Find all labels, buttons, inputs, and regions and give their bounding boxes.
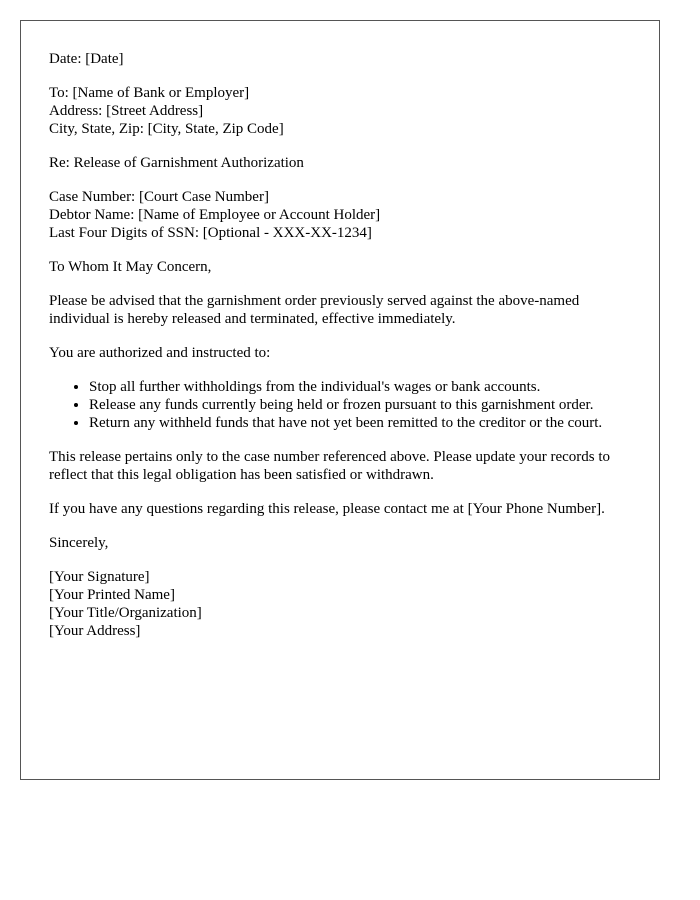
body-paragraph-release: Please be advised that the garnishment order previously served against the above-named individual is hereby released and terminated, effective immediately. xyxy=(49,293,580,327)
sender-address: [Your Address] xyxy=(49,623,141,639)
instruction-item: • Stop all further withholdings from the individual's wages or bank accounts. xyxy=(89,378,631,396)
instruction-item: • Release any funds currently being held or frozen pursuant to this garnishment order. xyxy=(89,396,631,414)
subject-line: Re: Release of Garnishment Authorization xyxy=(49,155,304,171)
instructions-list xyxy=(49,378,631,432)
signature-placeholder: [Your Signature] xyxy=(49,569,150,585)
sender-title: [Your Title/Organization] xyxy=(49,605,202,621)
closing: Sincerely, xyxy=(49,535,109,551)
letter-date: Date: [Date] xyxy=(49,51,124,67)
case-number: Case Number: [Court Case Number] xyxy=(49,189,269,205)
salutation-block xyxy=(49,258,631,276)
recipient-city: City, State, Zip: [City, State, Zip Code] xyxy=(49,121,284,137)
signature-block xyxy=(49,568,631,640)
debtor-name: Debtor Name: [Name of Employee or Account Holder] xyxy=(49,207,381,223)
case-block xyxy=(49,188,631,242)
subject-block xyxy=(49,154,631,172)
body-paragraph-instructions-intro: You are authorized and instructed to: xyxy=(49,345,271,361)
letter-document xyxy=(20,20,660,780)
body-paragraph-contact: If you have any questions regarding this release, please contact me at [Your Phone Number]. xyxy=(49,501,605,517)
recipient-name: To: [Name of Bank or Employer] xyxy=(49,85,250,101)
salutation: To Whom It May Concern, xyxy=(49,259,212,275)
date-block xyxy=(49,50,631,68)
closing-block xyxy=(49,534,631,552)
recipient-address: Address: [Street Address] xyxy=(49,103,204,119)
ssn-digits: Last Four Digits of SSN: [Optional - XXX-XX-1234] xyxy=(49,225,372,241)
instruction-item: • Return any withheld funds that have not yet been remitted to the creditor or the court. xyxy=(89,414,631,432)
recipient-block xyxy=(49,84,631,138)
body-paragraph-scope: This release pertains only to the case number referenced above. Please update your records to reflect that this legal obligation has been satisfied or withdrawn. xyxy=(49,449,611,483)
printed-name: [Your Printed Name] xyxy=(49,587,175,603)
